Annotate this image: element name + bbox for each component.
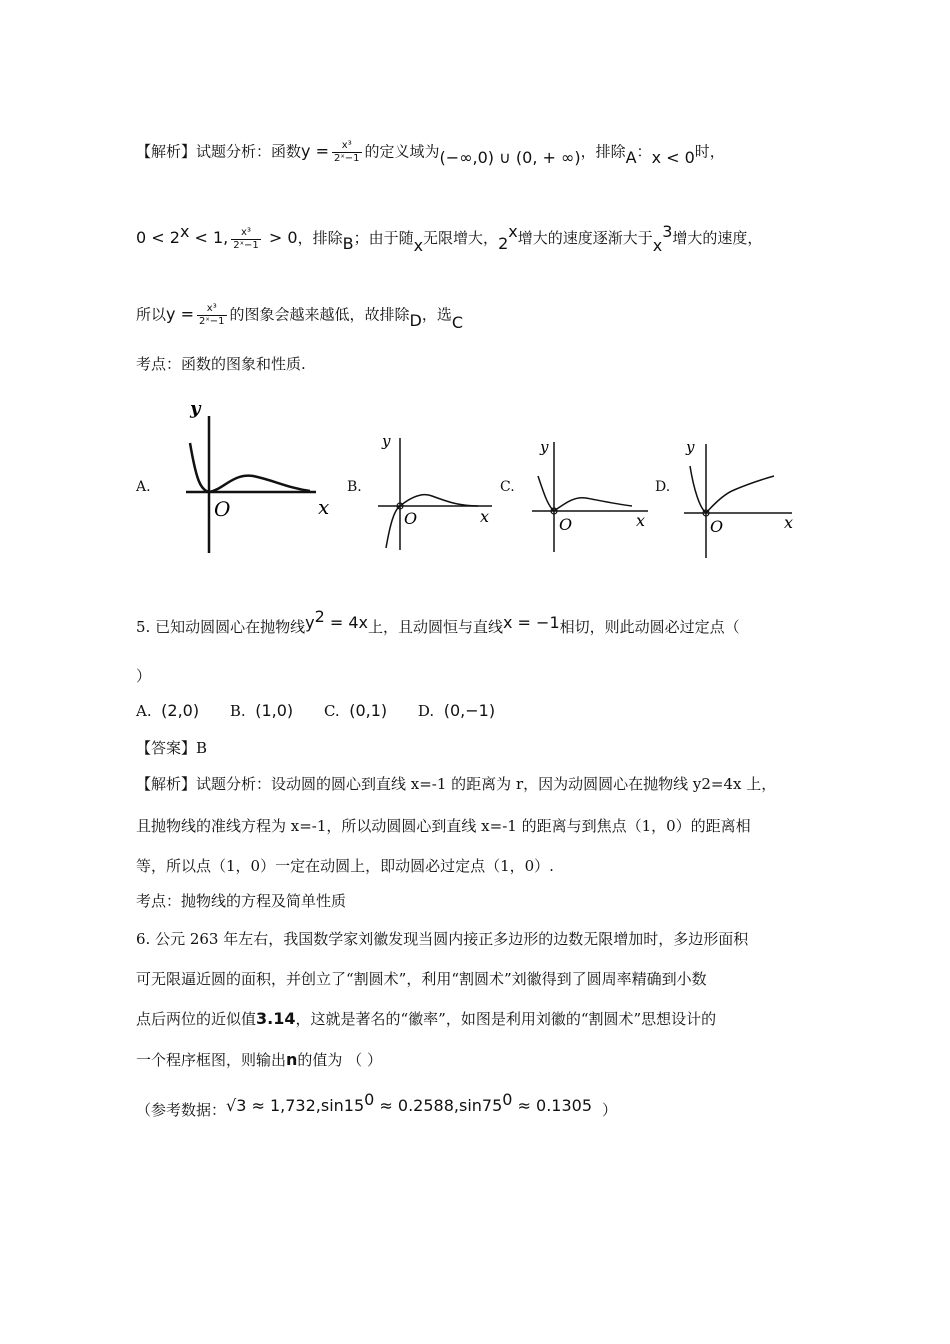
x-axis-label: x	[784, 513, 794, 532]
fraction: $\frac{\text{x³}}{\text{2ˣ−1}}$	[233, 226, 259, 251]
graph-option-c	[526, 436, 656, 556]
graph-option-d	[680, 436, 810, 560]
q6-line-3: 点后两位的近似值3.14，这就是著名的“徽率”，如图是利用刘徽的“割圆术”思想设计的	[136, 1009, 717, 1028]
q5-stem: 5. 已知动圆圆心在抛物线$y^2 = 4x$上，且动圆恒与直线x = −1相切，则此动圆必过定点（	[136, 607, 740, 636]
choice-d: D. (0,−1)	[417, 701, 496, 720]
fraction: $\frac{\text{x³}}{\text{2ˣ−1}}$	[333, 140, 360, 164]
y-axis-label: y	[686, 438, 695, 456]
graph-option-c-label: C.	[500, 479, 515, 495]
q5-analysis-1: 【解析】试题分析：设动圆的圆心到直线 x=-1 的距离为 r，因为动圆圆心在抛物线 y2=4x 上，	[136, 775, 777, 793]
fraction: $\frac{\text{x³}}{\text{2ˣ−1}}$	[198, 303, 225, 327]
q5-stem-end: ）	[136, 667, 152, 685]
analysis-line-1: 【解析】试题分析：函数y = $\frac{\text{x³}}{\text{2ˣ−1}}$ 的定义域为(−∞,0) ∪ (0, + ∞)，排除A：x < 0时，	[136, 140, 725, 167]
graph-option-b-label: B.	[347, 479, 362, 495]
x-axis-label: x	[636, 511, 646, 530]
origin-label: O	[559, 515, 573, 534]
q6-line-2: 可无限逼近圆的面积，并创立了“割圆术”，利用“割圆术”刘徽得到了圆周率精确到小数	[136, 970, 707, 988]
q5-analysis-2: 且抛物线的准线方程为 x=-1，所以动圆圆心到直线 x=-1 的距离与到焦点（1，0）的距离相	[136, 817, 751, 835]
x-axis-label: x	[318, 495, 330, 519]
q5-analysis-3: 等，所以点（1，0）一定在动圆上，即动圆必过定点（1，0）.	[136, 857, 554, 875]
analysis-line-2: $0 < 2^x < 1$, $\frac{\text{x³}}{\text{2ˣ−1}}$ > 0，排除B；由于随x无限增大，2$^x$增大的速度逐渐大于$x^3$增大的速度，	[136, 222, 763, 255]
y-axis-label: y	[540, 438, 549, 456]
choice-a: A. (2,0)	[136, 701, 200, 720]
q5-answer: 【答案】B	[136, 739, 208, 757]
q6-line-4: 一个程序框图，则输出n的值为 （ ）	[136, 1050, 382, 1069]
kaodian-1: 考点：函数的图象和性质.	[136, 355, 306, 373]
graph-option-d-label: D.	[655, 479, 671, 495]
origin-label: O	[710, 517, 724, 536]
x-axis-label: x	[480, 507, 490, 526]
graph-option-b	[370, 430, 500, 554]
q6-line-1: 6. 公元 263 年左右，我国数学家刘徽发现当圆内接正多边形的边数无限增加时，多边形面积	[136, 930, 749, 948]
q5-kaodian: 考点：抛物线的方程及简单性质	[136, 892, 347, 910]
graph-option-a-label: A.	[136, 479, 151, 495]
analysis-line-3: 所以y = $\frac{\text{x³}}{\text{2ˣ−1}}$ 的图象会越来越低，故排除D，选C	[136, 303, 464, 332]
q5-choices	[136, 701, 495, 721]
y-axis-label: y	[382, 432, 391, 450]
origin-label: O	[214, 497, 231, 521]
graph-option-a	[178, 398, 338, 558]
choice-c: C. (0,1)	[323, 701, 388, 720]
y-axis-label: y	[190, 398, 201, 419]
q6-reference-data: （参考数据：$√3 \approx 1,732,\sin 15^0 \approx 0.2588,\sin 75^0 \approx 0.1305$ ）	[136, 1090, 618, 1119]
choice-b: B. (1,0)	[229, 701, 294, 720]
origin-label: O	[404, 509, 418, 528]
